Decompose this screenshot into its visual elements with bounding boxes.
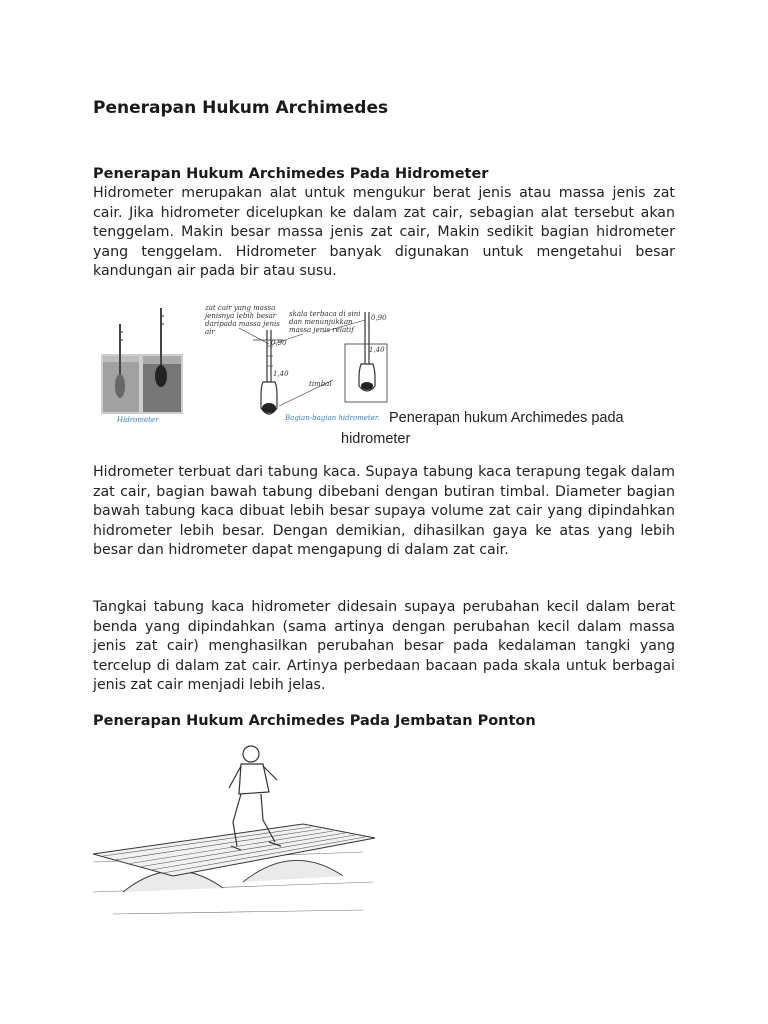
annotation-scale	[289, 310, 360, 334]
hidrometer-diagram	[239, 328, 333, 414]
figure-label-hidrometer: Hidrometer	[117, 416, 159, 424]
annot-scale-line-2: dan menunjukkan	[289, 318, 353, 326]
annot-liquid-line-3: daripada massa jenis	[205, 320, 280, 328]
annot-liquid-line-1: zat cair yang massa	[205, 304, 276, 312]
paragraph-hidrometer-construction: Hidrometer terbuat dari tabung kaca. Supaya tabung kaca terapung tegak dalam zat cair, bagian bawah tabung dibebani dengan butiran timbal. Diameter bagian bawah tabung kaca dibuat lebih besar supaya volume zat cair yang dipindahkan hidrometer lebih besar. Dengan demikian, dihasilkan gaya ke atas yang lebih besar dan hidrometer dapat mengapung di dalam zat cair.	[93, 464, 675, 559]
scale-top-left: 0,90	[271, 339, 287, 347]
paragraph-hidrometer-intro: Hidrometer merupakan alat untuk mengukur berat jenis atau massa jenis zat cair. Jika hidrometer dicelupkan ke dalam zat cair, sebagian alat tersebut akan tenggelam. Makin besar massa jenis zat cair, Makin sedikit bagian hidrometer yang tenggelam. Hidrometer banyak digunakan untuk mengetahui besar kandungan air pada bir atau susu.	[93, 185, 675, 280]
section-heading-ponton: Penerapan Hukum Archimedes Pada Jembatan Ponton	[93, 713, 536, 729]
scale-bottom-left: 1,40	[273, 370, 289, 378]
annot-weight: timbal	[309, 380, 332, 388]
figure-caption: Penerapan hukum Archimedes pada hidrometer	[341, 410, 624, 447]
scale-top-right: 0,90	[371, 314, 387, 322]
annot-scale-line-3: massa jenis relatif	[289, 326, 354, 334]
annot-liquid-line-2: jenisnya lebih besar	[205, 312, 277, 320]
jembatan-ponton-illustration	[93, 742, 383, 927]
annot-scale-line-1: skala terbaca di sini	[289, 310, 361, 318]
document-title: Penerapan Hukum Archimedes	[93, 98, 389, 118]
hidrometer-photo	[101, 308, 183, 414]
annot-liquid-line-4: air	[205, 328, 215, 336]
paragraph-hidrometer-stem: Tangkai tabung kaca hidrometer didesain supaya perubahan kecil dalam berat benda yang dipindahkan (sama artinya dengan perubahan kecil dalam massa jenis zat cair) menghasilkan perubahan besar pada kedalaman tangki yang tercelup di dalam zat cair. Artinya perbedaan bacaan pada skala untuk berbagai jenis zat cair menjadi lebih jelas.	[93, 599, 675, 694]
section-heading-hidrometer: Penerapan Hukum Archimedes Pada Hidrometer	[93, 166, 489, 182]
figure-label-bagian: Bagian-bagian hidrometer.	[285, 414, 380, 422]
annotation-liquid	[203, 304, 280, 336]
scale-bottom-right: 1,40	[369, 346, 385, 354]
